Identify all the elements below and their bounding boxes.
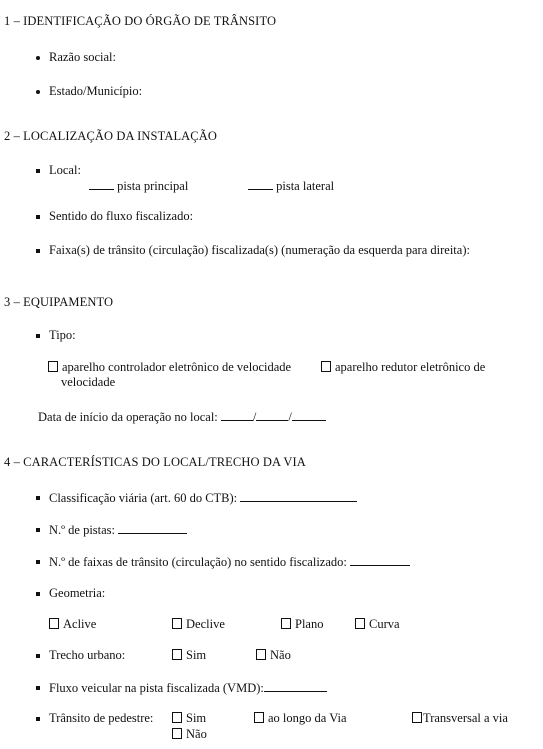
razao-social-label: Razão social: — [49, 50, 116, 64]
plano-label: Plano — [295, 617, 324, 631]
pedestre-ao-longo-option[interactable] — [254, 711, 347, 726]
redutor-checkbox[interactable] — [321, 361, 331, 372]
estado-municipio-label: Estado/Município: — [49, 84, 143, 98]
n-pistas-field[interactable] — [118, 522, 187, 534]
controlador-label: aparelho controlador eletrônico de velocidade — [62, 360, 292, 374]
fluxo-row — [49, 680, 327, 696]
ao-longo-label: ao longo da Via — [268, 711, 347, 725]
pista-principal-blank[interactable] — [89, 178, 114, 190]
section-1-heading: 1 – IDENTIFICAÇÃO DO ÓRGÃO DE TRÂNSITO — [4, 14, 277, 28]
curva-label: Curva — [369, 617, 400, 631]
transversal-checkbox[interactable] — [412, 712, 422, 723]
pedestre-sim-label: Sim — [186, 711, 207, 725]
trecho-sim-label: Sim — [186, 648, 207, 662]
aclive-label: Aclive — [63, 617, 97, 631]
pista-lateral-label: pista lateral — [276, 179, 335, 193]
classificacao-field[interactable] — [240, 490, 357, 502]
aclive-checkbox[interactable] — [49, 618, 59, 629]
date-separator: / — [288, 410, 292, 424]
pista-principal-label: pista principal — [117, 179, 189, 193]
trecho-sim-option[interactable] — [172, 648, 206, 663]
pista-lateral-blank[interactable] — [248, 178, 273, 190]
trecho-nao-checkbox[interactable] — [256, 649, 266, 660]
ao-longo-checkbox[interactable] — [254, 712, 264, 723]
trecho-urbano-label: Trecho urbano: — [49, 648, 126, 662]
n-pistas-label: N.º de pistas: — [49, 523, 116, 537]
local-label: Local: — [49, 163, 81, 177]
declive-label: Declive — [186, 617, 225, 631]
section-4-heading: 4 – CARACTERÍSTICAS DO LOCAL/TRECHO DA VIA — [4, 455, 306, 469]
geo-curva-option[interactable] — [355, 617, 400, 632]
trecho-nao-label: Não — [270, 648, 291, 662]
transversal-label: Transversal a via — [423, 711, 508, 725]
fluxo-label: Fluxo veicular na pista fiscalizada (VMD): — [49, 681, 264, 695]
n-faixas-row — [49, 554, 410, 570]
classificacao-label: Classificação viária (art. 60 do CTB): — [49, 491, 238, 505]
data-inicio-label: Data de início da operação no local: — [38, 410, 218, 424]
geo-aclive-option[interactable] — [49, 617, 96, 632]
transito-pedestre-label: Trânsito de pedestre: — [49, 711, 154, 725]
plano-checkbox[interactable] — [281, 618, 291, 629]
trecho-nao-option[interactable] — [256, 648, 291, 663]
n-faixas-label: N.º de faixas de trânsito (circulação) no sentido fiscalizado: — [49, 555, 347, 569]
redutor-label-cont: velocidade — [61, 375, 116, 389]
pista-lateral-option — [248, 178, 334, 194]
data-inicio-row — [38, 409, 326, 425]
section-3-heading: 3 – EQUIPAMENTO — [4, 295, 114, 309]
pedestre-sim-checkbox[interactable] — [172, 712, 182, 723]
n-faixas-field[interactable] — [350, 554, 410, 566]
controlador-checkbox[interactable] — [48, 361, 58, 372]
n-pistas-row — [49, 522, 187, 538]
section-2-heading: 2 – LOCALIZAÇÃO DA INSTALAÇÃO — [4, 129, 218, 143]
curva-checkbox[interactable] — [355, 618, 365, 629]
geo-plano-option[interactable] — [281, 617, 323, 632]
geometria-label: Geometria: — [49, 586, 106, 600]
date-year-field[interactable] — [292, 409, 326, 421]
pedestre-sim-option[interactable] — [172, 711, 206, 726]
date-month-field[interactable] — [256, 409, 288, 421]
declive-checkbox[interactable] — [172, 618, 182, 629]
trecho-sim-checkbox[interactable] — [172, 649, 182, 660]
fluxo-field[interactable] — [264, 680, 327, 692]
option-redutor[interactable] — [321, 360, 485, 375]
faixas-label: Faixa(s) de trânsito (circulação) fiscalizada(s) (numeração da esquerda para direita): — [49, 243, 470, 257]
option-controlador[interactable] — [48, 360, 291, 375]
sentido-label: Sentido do fluxo fiscalizado: — [49, 209, 194, 223]
pedestre-nao-option[interactable] — [172, 727, 207, 742]
date-separator: / — [252, 410, 257, 424]
redutor-label: aparelho redutor eletrônico de — [335, 360, 486, 374]
pedestre-transversal-option[interactable] — [412, 711, 508, 726]
pista-principal-option — [89, 178, 188, 194]
pedestre-nao-label: Não — [186, 727, 207, 741]
pedestre-nao-checkbox[interactable] — [172, 728, 182, 739]
classificacao-row — [49, 490, 357, 506]
geo-declive-option[interactable] — [172, 617, 225, 632]
tipo-label: Tipo: — [49, 328, 76, 342]
date-day-field[interactable] — [221, 409, 253, 421]
